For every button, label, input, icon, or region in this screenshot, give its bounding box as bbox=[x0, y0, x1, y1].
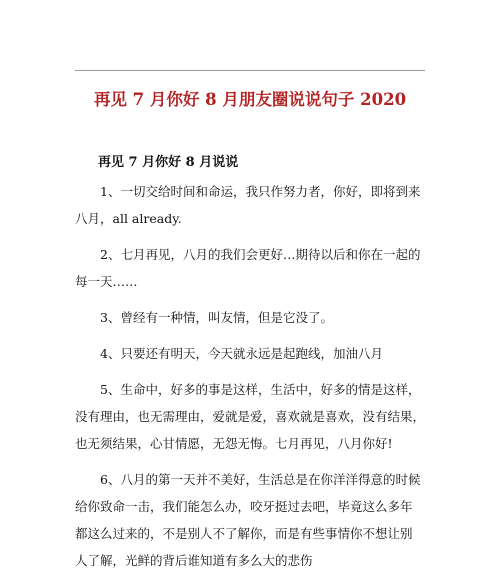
paragraph-line: 2、七月再见，八月的我们会更好…期待以后和你在一起的 bbox=[100, 247, 421, 262]
paragraph-line: 八月，all already. bbox=[75, 211, 182, 226]
paragraph-line: 3、曾经有一种情，叫友情，但是它没了。 bbox=[100, 310, 333, 325]
paragraph-4 bbox=[75, 340, 425, 367]
header-rule bbox=[75, 70, 425, 71]
paragraph-line: 没有理由，也无需理由，爱就是爱，喜欢就是喜欢，没有结果， bbox=[75, 409, 426, 424]
paragraph-5 bbox=[75, 376, 425, 457]
paragraph-line: 5、生命中，好多的事是这样，生活中，好多的情是这样， bbox=[100, 382, 421, 397]
paragraph-line: 4、只要还有明天，今天就永远是起跑线，加油八月 bbox=[100, 346, 383, 361]
paragraph-1 bbox=[75, 178, 425, 232]
document-title: 再见 7 月你好 8 月朋友圈说说句子 2020 bbox=[93, 90, 407, 109]
paragraph-line: 每一天…… bbox=[75, 274, 138, 289]
paragraph-line: 给你致命一击，我们能怎么办，咬牙挺过去吧，毕竟这么多年 bbox=[75, 499, 413, 514]
paragraph-3 bbox=[75, 304, 425, 331]
paragraph-line: 1、一切交给时间和命运，我只作努力者，你好，即将到来 bbox=[100, 184, 421, 199]
section-heading: 再见 7 月你好 8 月说说 bbox=[98, 155, 239, 170]
paragraph-line: 6、八月的第一天并不美好，生活总是在你洋洋得意的时候 bbox=[100, 472, 421, 487]
paragraph-line: 都这么过来的，不是别人不了解你，而是有些事情你不想让别 bbox=[75, 526, 413, 541]
paragraph-line: 也无须结果，心甘情愿，无怨无悔。七月再见，八月你好! bbox=[75, 436, 393, 451]
paragraph-2 bbox=[75, 241, 425, 295]
paragraph-line: 人了解，光鲜的背后谁知道有多么大的悲伤 bbox=[75, 553, 313, 568]
paragraph-6 bbox=[75, 466, 425, 574]
